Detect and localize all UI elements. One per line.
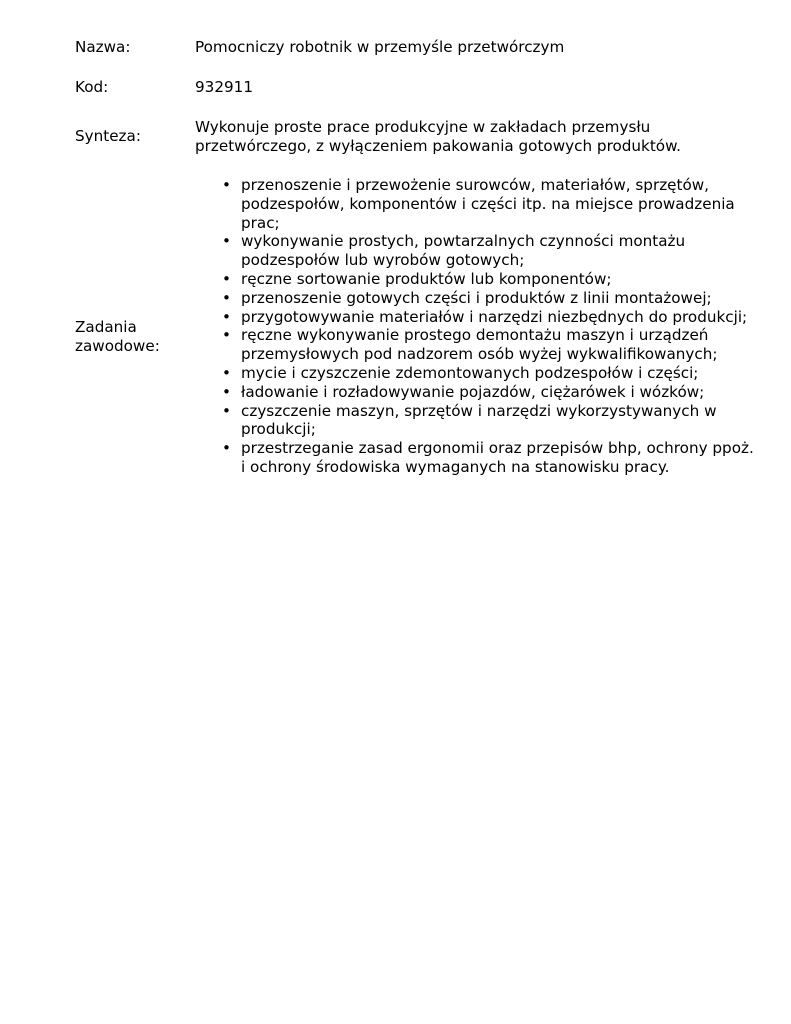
task-text: czyszczenie maszyn, sprzętów i narzędzi wykorzystywanych w produkcji; <box>241 401 717 439</box>
tasks-label: Zadania zawodowe: <box>75 318 160 355</box>
tasks-list <box>222 176 762 477</box>
bullet-icon: • <box>222 307 231 326</box>
task-item <box>222 270 762 289</box>
code-label: Kod: <box>75 78 109 96</box>
synthesis-value: Wykonuje proste prace produkcyjne w zakładach przemysłu przetwórczego, z wyłączeniem pakowania gotowych produktów. <box>195 118 681 155</box>
task-text: ręczne wykonywanie prostego demontażu maszyn i urządzeń przemysłowych pod nadzorem osób wyżej wykwalifikowanych; <box>241 326 718 364</box>
bullet-icon: • <box>222 363 231 382</box>
task-text: przenoszenie gotowych części i produktów z linii montażowej; <box>241 288 712 307</box>
task-item <box>222 176 762 232</box>
bullet-icon: • <box>222 269 231 288</box>
task-text: przenoszenie i przewożenie surowców, materiałów, sprzętów, podzespołów, komponentów i części itp. na miejsce prowadzenia prac; <box>241 176 735 232</box>
task-text: mycie i czyszczenie zdemontowanych podzespołów i części; <box>241 363 699 382</box>
bullet-icon: • <box>222 232 231 251</box>
task-item <box>222 308 762 327</box>
task-item <box>222 326 762 364</box>
bullet-icon: • <box>222 288 231 307</box>
bullet-icon: • <box>222 439 231 458</box>
synthesis-label: Synteza: <box>75 127 141 145</box>
bullet-icon: • <box>222 382 231 401</box>
task-item <box>222 364 762 383</box>
task-item <box>222 439 762 477</box>
task-item <box>222 232 762 270</box>
task-text: ładowanie i rozładowywanie pojazdów, ciężarówek i wózków; <box>241 382 705 401</box>
code-value: 932911 <box>195 78 253 96</box>
task-item <box>222 289 762 308</box>
name-value: Pomocniczy robotnik w przemyśle przetwórczym <box>195 38 565 56</box>
bullet-icon: • <box>222 401 231 420</box>
task-item <box>222 402 762 440</box>
task-text: przygotowywanie materiałów i narzędzi niezbędnych do produkcji; <box>241 307 748 326</box>
task-text: wykonywanie prostych, powtarzalnych czynności montażu podzespołów lub wyrobów gotowych; <box>241 232 686 270</box>
task-text: ręczne sortowanie produktów lub komponentów; <box>241 269 612 288</box>
task-item <box>222 383 762 402</box>
bullet-icon: • <box>222 326 231 345</box>
name-label: Nazwa: <box>75 38 131 56</box>
task-text: przestrzeganie zasad ergonomii oraz przepisów bhp, ochrony ppoż. i ochrony środowiska wymaganych na stanowisku pracy. <box>241 439 754 476</box>
bullet-icon: • <box>222 176 231 194</box>
